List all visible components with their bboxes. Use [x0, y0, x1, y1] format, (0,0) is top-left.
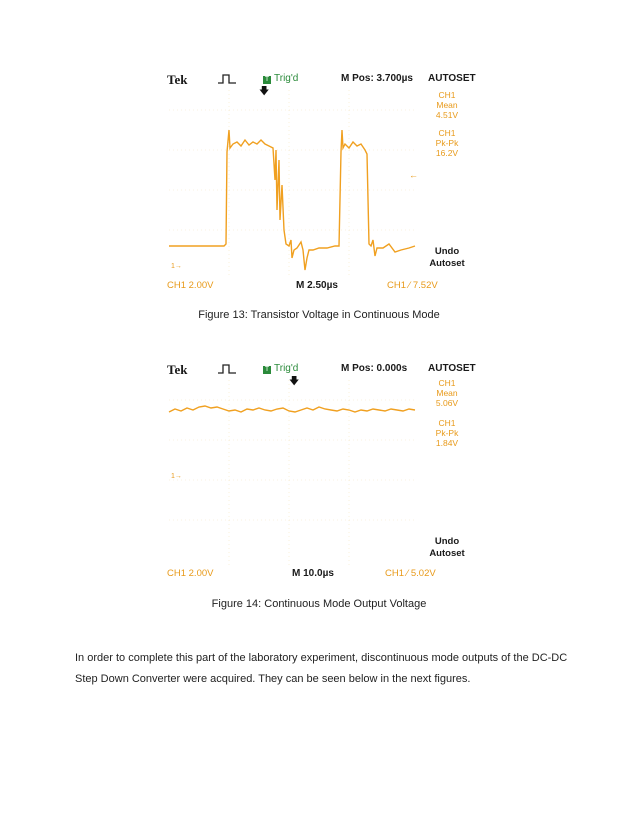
meas-value: 1.84V [435, 438, 459, 448]
autoset-sub-label: Autoset [429, 258, 465, 269]
trig-status-label: Trig'd [274, 73, 299, 84]
measurement-mean-14 [427, 378, 467, 408]
measurement-pkpk-13 [427, 128, 467, 158]
ground-marker-13: 1→ [171, 263, 182, 270]
trig-status-icon: T [264, 76, 270, 83]
meas-source-label: CH1 [438, 378, 456, 388]
meas-value: 4.51V [435, 110, 459, 120]
horizontal-position: M Pos: 3.700µs [341, 73, 413, 84]
meas-source-label: CH1 [438, 418, 456, 428]
ground-marker-14: 1→ [171, 473, 182, 480]
trace-line [169, 406, 415, 412]
measurement-pkpk-14 [427, 418, 467, 448]
ch1-scale-14: CH1 2.00V [167, 568, 214, 579]
trig-status [263, 73, 298, 84]
trigger-position-arrow-icon: 🡇 [259, 86, 270, 97]
ch1-scale-13: CH1 2.00V [167, 280, 214, 291]
trigger-pulse-icon [218, 364, 236, 374]
trig-status-label: Trig'd [274, 363, 299, 374]
autoset-sub-label: Autoset [429, 548, 465, 559]
meas-type-label: Mean [436, 388, 458, 398]
undo-label: Undo [434, 536, 460, 547]
meas-value: 5.06V [435, 398, 459, 408]
meas-type-label: Pk-Pk [435, 428, 459, 438]
trig-status-icon: T [264, 366, 270, 373]
figure-13-caption: Figure 13: Transistor Voltage in Continuous Mode [198, 309, 440, 321]
meas-type-label: Mean [436, 100, 458, 110]
undo-label: Undo [434, 246, 460, 257]
oscilloscope-figure-14 [165, 362, 476, 588]
measurement-mean-13 [427, 90, 467, 120]
trigger-setting-14: CH1 ∕ 5.02V [385, 568, 436, 579]
autoset-label: AUTOSET [428, 73, 476, 84]
trigger-level-marker-13: ← [409, 170, 418, 180]
timebase-13: M 2.50µs [296, 280, 338, 291]
trigger-pulse-icon [218, 74, 236, 84]
scope-screen-13 [169, 90, 418, 278]
trigger-setting-13: CH1 ∕ 7.52V [387, 280, 438, 291]
scope-screen-14 [169, 380, 415, 566]
meas-type-label: Pk-Pk [435, 138, 459, 148]
figure-14-caption: Figure 14: Continuous Mode Output Voltage [211, 598, 427, 610]
grid-14 [169, 380, 415, 566]
waveform-trace-14 [169, 406, 415, 412]
tek-brand-logo: Tek [167, 362, 188, 377]
meas-source-label: CH1 [438, 90, 456, 100]
trace-line [169, 130, 415, 270]
autoset-label: AUTOSET [428, 363, 476, 374]
waveform-trace-13 [169, 130, 415, 270]
timebase-14: M 10.0µs [292, 568, 334, 579]
meas-value: 16.2V [435, 148, 459, 158]
undo-autoset-button-14[interactable] [423, 536, 471, 560]
tek-brand-logo: Tek [167, 72, 188, 87]
body-paragraph: In order to complete this part of the laboratory experiment, discontinuous mode outputs of the DC-DC Step Down Converter were acquired. They can be seen below in the next figures. [75, 652, 568, 685]
horizontal-position: M Pos: 0.000s [341, 363, 408, 374]
oscilloscope-figure-13 [165, 72, 476, 300]
trig-status [263, 363, 298, 374]
undo-autoset-button-13[interactable] [423, 246, 471, 270]
trigger-position-arrow-icon: 🡇 [289, 376, 300, 387]
meas-source-label: CH1 [438, 128, 456, 138]
